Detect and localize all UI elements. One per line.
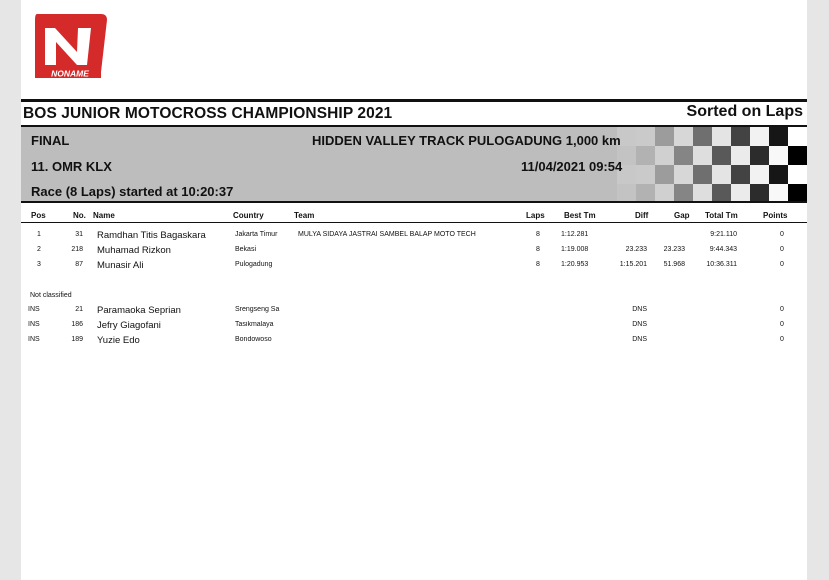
status: DNS xyxy=(632,306,647,313)
country: Tasikmalaya xyxy=(235,321,274,328)
pos: 2 xyxy=(37,246,41,253)
status: DNS xyxy=(632,336,647,343)
pos: INS xyxy=(28,306,40,313)
checker-square xyxy=(674,184,693,203)
col-team: Team xyxy=(294,211,315,220)
best-time: 1:20.953 xyxy=(561,261,589,268)
checker-square xyxy=(655,165,674,184)
session-label: FINAL xyxy=(31,133,70,148)
checker-square xyxy=(769,127,788,146)
checker-square xyxy=(636,127,655,146)
checker-square xyxy=(788,165,807,184)
best-time: 1:19.008 xyxy=(561,246,589,253)
gap: 23.233 xyxy=(663,246,685,253)
points: 0 xyxy=(780,231,784,238)
points: 0 xyxy=(780,321,784,328)
checker-square xyxy=(693,146,712,165)
col-diff: Diff xyxy=(635,211,649,220)
checker-square xyxy=(788,127,807,146)
bib-no: 87 xyxy=(75,261,83,268)
pos: INS xyxy=(28,336,40,343)
results-sheet xyxy=(21,0,807,580)
checker-square xyxy=(712,127,731,146)
race-info: Race (8 Laps) started at 10:20:37 xyxy=(31,184,234,199)
col-total: Total Tm xyxy=(705,211,738,220)
bib-no: 218 xyxy=(71,246,83,253)
diff: 1:15.201 xyxy=(619,261,647,268)
country: Jakarta Timur xyxy=(235,231,278,238)
header-divider xyxy=(21,222,807,223)
country: Pulogadung xyxy=(235,261,273,268)
table-row xyxy=(21,231,807,245)
checker-square xyxy=(674,127,693,146)
sort-label: Sorted on Laps xyxy=(686,103,803,120)
class-label: 11. OMR KLX xyxy=(31,159,112,174)
status: DNS xyxy=(632,321,647,328)
checker-square xyxy=(750,127,769,146)
best-time: 1:12.281 xyxy=(561,231,589,238)
col-laps: Laps xyxy=(526,211,545,220)
checker-square xyxy=(788,146,807,165)
col-name: Name xyxy=(93,211,115,220)
table-row xyxy=(21,246,807,260)
logo-text: NONAME xyxy=(51,68,89,79)
noname-logo xyxy=(31,10,109,82)
checker-square xyxy=(655,184,674,203)
col-points: Points xyxy=(763,211,788,220)
session-info-band xyxy=(21,125,807,203)
points: 0 xyxy=(780,261,784,268)
championship-title: BOS JUNIOR MOTOCROSS CHAMPIONSHIP 2021 xyxy=(23,105,393,122)
rider-name: Jefry Giagofani xyxy=(97,320,161,331)
checker-square xyxy=(712,184,731,203)
col-country: Country xyxy=(233,211,264,220)
checker-square xyxy=(636,146,655,165)
checker-square xyxy=(731,146,750,165)
bib-no: 21 xyxy=(75,306,83,313)
country: Bondowoso xyxy=(235,336,272,343)
table-row xyxy=(21,321,807,335)
table-row xyxy=(21,336,807,350)
checker-square xyxy=(636,165,655,184)
points: 0 xyxy=(780,336,784,343)
pos: INS xyxy=(28,321,40,328)
track-label: HIDDEN VALLEY TRACK PULOGADUNG 1,000 km xyxy=(312,133,621,148)
checker-square xyxy=(712,146,731,165)
checker-square xyxy=(712,165,731,184)
checker-square xyxy=(750,184,769,203)
total-time: 9:44.343 xyxy=(709,246,737,253)
points: 0 xyxy=(780,306,784,313)
checker-square xyxy=(674,165,693,184)
checker-square xyxy=(750,146,769,165)
checker-square xyxy=(750,165,769,184)
rider-name: Paramaoka Seprian xyxy=(97,305,181,316)
bib-no: 189 xyxy=(71,336,83,343)
gap: 51.968 xyxy=(663,261,685,268)
checker-square xyxy=(693,127,712,146)
checker-square xyxy=(617,184,636,203)
checker-square xyxy=(693,184,712,203)
checker-square xyxy=(769,146,788,165)
checker-square xyxy=(693,165,712,184)
pos: 1 xyxy=(37,231,41,238)
checker-square xyxy=(731,127,750,146)
bib-no: 31 xyxy=(75,231,83,238)
laps: 8 xyxy=(536,231,540,238)
points: 0 xyxy=(780,246,784,253)
pos: 3 xyxy=(37,261,41,268)
country: Srengseng Sa xyxy=(235,306,280,313)
checker-square xyxy=(636,184,655,203)
checker-square xyxy=(731,184,750,203)
checker-square xyxy=(655,146,674,165)
laps: 8 xyxy=(536,246,540,253)
rider-name: Yuzie Edo xyxy=(97,335,140,346)
col-gap: Gap xyxy=(674,211,690,220)
rider-name: Ramdhan Titis Bagaskara xyxy=(97,230,206,241)
title-divider xyxy=(21,99,807,102)
country: Bekasi xyxy=(235,246,257,253)
checker-square xyxy=(788,184,807,203)
diff: 23.233 xyxy=(625,246,647,253)
rider-name: Muhamad Rizkon xyxy=(97,245,171,256)
rider-name: Munasir Ali xyxy=(97,260,144,271)
col-best: Best Tm xyxy=(564,211,596,220)
checker-square xyxy=(655,127,674,146)
race-datetime: 11/04/2021 09:54 xyxy=(521,159,623,174)
table-row xyxy=(21,261,807,275)
laps: 8 xyxy=(536,261,540,268)
table-row xyxy=(21,306,807,320)
checker-square xyxy=(731,165,750,184)
total-time: 10:36.311 xyxy=(706,261,737,268)
not-classified-title: Not classified xyxy=(30,292,72,299)
checker-square xyxy=(769,184,788,203)
bib-no: 186 xyxy=(71,321,83,328)
checker-square xyxy=(769,165,788,184)
total-time: 9:21.110 xyxy=(710,231,737,238)
col-pos: Pos xyxy=(31,211,46,220)
team: MULYA SIDAYA JASTRAI SAMBEL BALAP MOTO TECH xyxy=(298,231,476,238)
col-no: No. xyxy=(73,211,86,220)
checker-square xyxy=(674,146,693,165)
checkered-flag-icon xyxy=(617,127,807,203)
